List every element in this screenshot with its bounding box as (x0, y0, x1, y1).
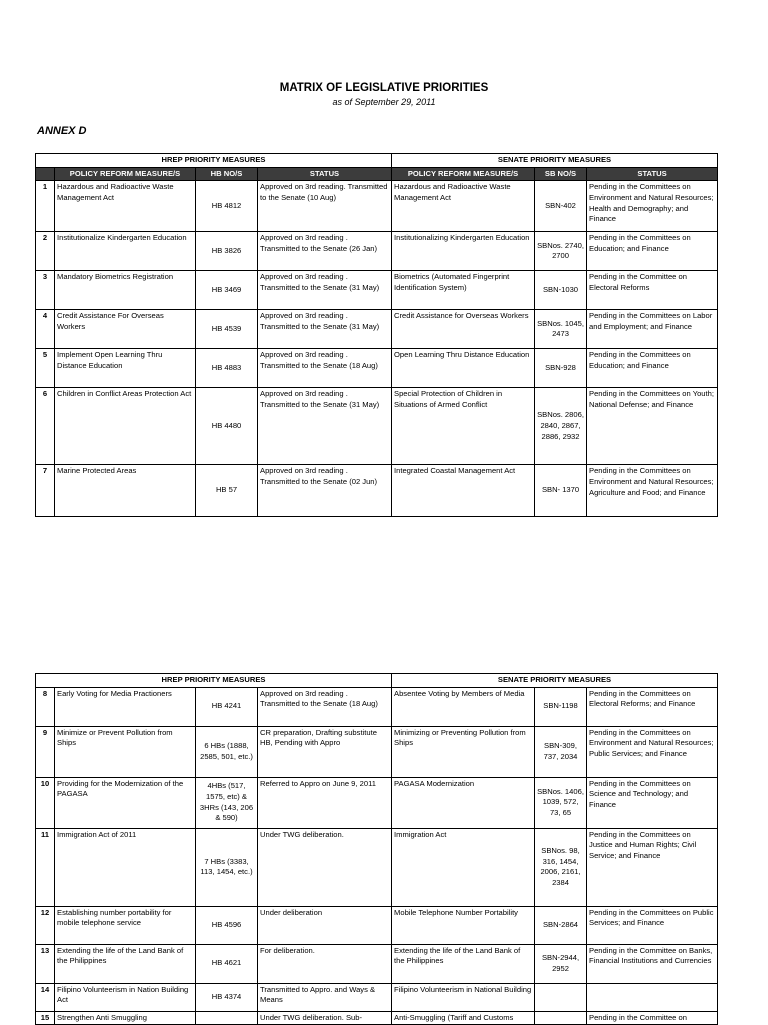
hrep-status: Referred to Appro on June 9, 2011 (258, 777, 392, 828)
hb-number: HB 4621 (196, 944, 258, 983)
row-number: 12 (36, 906, 55, 944)
hb-number: HB 4241 (196, 687, 258, 726)
row-number: 5 (36, 349, 55, 388)
senate-status: Pending in the Committees on Youth; National Defense; and Finance (587, 388, 718, 465)
sb-number: SBN-2864 (535, 906, 587, 944)
row-number: 1 (36, 181, 55, 232)
sb-number: SBN-1030 (535, 271, 587, 310)
hb-number (196, 1011, 258, 1025)
row-number: 8 (36, 687, 55, 726)
hrep-measure: Early Voting for Media Practioners (55, 687, 196, 726)
senate-status: Pending in the Committees on Public Services; and Finance (587, 906, 718, 944)
num-header (36, 167, 55, 181)
senate-group-header: SENATE PRIORITY MEASURES (392, 154, 718, 168)
hrep-measure: Filipino Volunteerism in Nation Building Act (55, 983, 196, 1011)
row-number: 10 (36, 777, 55, 828)
hb-number: HB 4480 (196, 388, 258, 465)
table-row (36, 349, 718, 388)
row-number: 14 (36, 983, 55, 1011)
hb-number: HB 4883 (196, 349, 258, 388)
senate-measure: Hazardous and Radioactive Waste Management Act (392, 181, 535, 232)
hrep-measure: Establishing number portability for mobile telephone service (55, 906, 196, 944)
senate-measure: Mobile Telephone Number Portability (392, 906, 535, 944)
sb-number (535, 983, 587, 1011)
table-row (36, 232, 718, 271)
table-row (36, 181, 718, 232)
hb-number: HB 3826 (196, 232, 258, 271)
sb-number: SBN-928 (535, 349, 587, 388)
table-row (36, 1011, 718, 1025)
sb-number (535, 1011, 587, 1025)
table-row (36, 310, 718, 349)
hrep-measure: Institutionalize Kindergarten Education (55, 232, 196, 271)
hrep-status: Approved on 3rd reading . Transmitted to the Senate (31 May) (258, 271, 392, 310)
table-row (36, 906, 718, 944)
hrep-status-header: STATUS (258, 167, 392, 181)
senate-status: Pending in the Committee on Banks, Financial Institutions and Currencies (587, 944, 718, 983)
table-row (36, 777, 718, 828)
hrep-status: Approved on 3rd reading . Transmitted to the Senate (31 May) (258, 310, 392, 349)
senate-measure: Biometrics (Automated Fingerprint Identification System) (392, 271, 535, 310)
row-number: 7 (36, 465, 55, 517)
hrep-status: Approved on 3rd reading . Transmitted to the Senate (26 Jan) (258, 232, 392, 271)
hrep-status: For deliberation. (258, 944, 392, 983)
hrep-measure: Implement Open Learning Thru Distance Education (55, 349, 196, 388)
table-row (36, 388, 718, 465)
hb-header: HB NO/S (196, 167, 258, 181)
senate-measure: Immigration Act (392, 828, 535, 906)
sb-number: SBNos. 2806, 2840, 2867, 2886, 2932 (535, 388, 587, 465)
senate-status: Pending in the Committees on Education; and Finance (587, 232, 718, 271)
hrep-status: CR preparation, Drafting substitute HB, Pending with Appro (258, 726, 392, 777)
senate-measure: Open Learning Thru Distance Education (392, 349, 535, 388)
sb-number: SBNos. 1045, 2473 (535, 310, 587, 349)
hrep-policy-header: POLICY REFORM MEASURE/S (55, 167, 196, 181)
table-row (36, 828, 718, 906)
hb-number: HB 4374 (196, 983, 258, 1011)
hrep-status: Approved on 3rd reading . Transmitted to the Senate (18 Aug) (258, 687, 392, 726)
senate-measure: Institutionalizing Kindergarten Education (392, 232, 535, 271)
sb-number: SBN-309, 737, 2034 (535, 726, 587, 777)
priorities-table-page2 (35, 673, 718, 1025)
sb-number: SBNos. 98, 316, 1454, 2006, 2161, 2384 (535, 828, 587, 906)
senate-status: Pending in the Committees on Justice and Human Rights; Civil Service; and Finance (587, 828, 718, 906)
row-number: 11 (36, 828, 55, 906)
table-row (36, 687, 718, 726)
hrep-measure: Extending the life of the Land Bank of the Philippines (55, 944, 196, 983)
hrep-group-header: HREP PRIORITY MEASURES (36, 674, 392, 688)
sb-number: SBNos. 2740, 2700 (535, 232, 587, 271)
senate-measure: PAGASA Modernization (392, 777, 535, 828)
hrep-status: Approved on 3rd reading . Transmitted to the Senate (18 Aug) (258, 349, 392, 388)
sb-header: SB NO/S (535, 167, 587, 181)
row-number: 6 (36, 388, 55, 465)
hrep-measure: Minimize or Prevent Pollution from Ships (55, 726, 196, 777)
hb-number: HB 4539 (196, 310, 258, 349)
sb-number: SBN-2944, 2952 (535, 944, 587, 983)
senate-status: Pending in the Committees on Science and Technology; and Finance (587, 777, 718, 828)
senate-status (587, 983, 718, 1011)
hrep-status: Transmitted to Appro. and Ways & Means (258, 983, 392, 1011)
senate-status-header: STATUS (587, 167, 718, 181)
hrep-measure: Providing for the Modernization of the PAGASA (55, 777, 196, 828)
hb-number: HB 3469 (196, 271, 258, 310)
document-subtitle: as of September 29, 2011 (332, 97, 436, 107)
row-number: 3 (36, 271, 55, 310)
hrep-measure: Hazardous and Radioactive Waste Management Act (55, 181, 196, 232)
hrep-measure: Mandatory Biometrics Registration (55, 271, 196, 310)
senate-measure: Integrated Coastal Management Act (392, 465, 535, 517)
hb-number: HB 57 (196, 465, 258, 517)
table-row (36, 271, 718, 310)
hrep-measure: Immigration Act of 2011 (55, 828, 196, 906)
senate-status: Pending in the Committee on (587, 1011, 718, 1025)
senate-measure: Extending the life of the Land Bank of the Philippines (392, 944, 535, 983)
hrep-measure: Marine Protected Areas (55, 465, 196, 517)
hb-number: 6 HBs (1888, 2585, 501, etc.) (196, 726, 258, 777)
row-number: 9 (36, 726, 55, 777)
hrep-measure: Strengthen Anti Smuggling (55, 1011, 196, 1025)
sb-number: SBN- 1370 (535, 465, 587, 517)
senate-status: Pending in the Committee on Electoral Reforms (587, 271, 718, 310)
senate-measure: Credit Assistance for Overseas Workers (392, 310, 535, 349)
document-title: MATRIX OF LEGISLATIVE PRIORITIES (279, 82, 489, 94)
priorities-table-page1 (35, 153, 718, 517)
senate-measure: Minimizing or Preventing Pollution from Ships (392, 726, 535, 777)
senate-status: Pending in the Committees on Labor and Employment; and Finance (587, 310, 718, 349)
hb-number: HB 4812 (196, 181, 258, 232)
hrep-status: Approved on 3rd reading. Transmitted to the Senate (10 Aug) (258, 181, 392, 232)
hrep-measure: Children in Conflict Areas Protection Act (55, 388, 196, 465)
hrep-group-header: HREP PRIORITY MEASURES (36, 154, 392, 168)
annex-label: ANNEX D (37, 125, 87, 137)
table-row (36, 465, 718, 517)
row-number: 13 (36, 944, 55, 983)
senate-measure: Absentee Voting by Members of Media (392, 687, 535, 726)
senate-group-header: SENATE PRIORITY MEASURES (392, 674, 718, 688)
sb-number: SBN-1198 (535, 687, 587, 726)
senate-status: Pending in the Committees on Environment and Natural Resources; Public Services; and Finance (587, 726, 718, 777)
hrep-status: Under TWG deliberation. Sub- (258, 1011, 392, 1025)
senate-policy-header: POLICY REFORM MEASURE/S (392, 167, 535, 181)
senate-measure: Filipino Volunteerism in National Building (392, 983, 535, 1011)
row-number: 4 (36, 310, 55, 349)
hrep-status: Under deliberation (258, 906, 392, 944)
table-row (36, 726, 718, 777)
senate-status: Pending in the Committees on Environment and Natural Resources; Agriculture and Food; and Finance (587, 465, 718, 517)
hb-number: 7 HBs (3383, 113, 1454, etc.) (196, 828, 258, 906)
hb-number: 4HBs (517, 1575, etc) & 3HRs (143, 206 & 590) (196, 777, 258, 828)
senate-measure: Anti-Smuggling (Tariff and Customs (392, 1011, 535, 1025)
senate-measure: Special Protection of Children in Situations of Armed Conflict (392, 388, 535, 465)
table-row (36, 944, 718, 983)
hrep-status: Under TWG deliberation. (258, 828, 392, 906)
row-number: 15 (36, 1011, 55, 1025)
table-row (36, 983, 718, 1011)
hb-number: HB 4596 (196, 906, 258, 944)
senate-status: Pending in the Committees on Environment and Natural Resources; Health and Demography; and Finance (587, 181, 718, 232)
hrep-measure: Credit Assistance For Overseas Workers (55, 310, 196, 349)
senate-status: Pending in the Committees on Electoral Reforms; and Finance (587, 687, 718, 726)
sb-number: SBNos. 1406, 1039, 572, 73, 65 (535, 777, 587, 828)
row-number: 2 (36, 232, 55, 271)
hrep-status: Approved on 3rd reading . Transmitted to the Senate (31 May) (258, 388, 392, 465)
sb-number: SBN-402 (535, 181, 587, 232)
senate-status: Pending in the Committees on Education; and Finance (587, 349, 718, 388)
hrep-status: Approved on 3rd reading . Transmitted to the Senate (02 Jun) (258, 465, 392, 517)
